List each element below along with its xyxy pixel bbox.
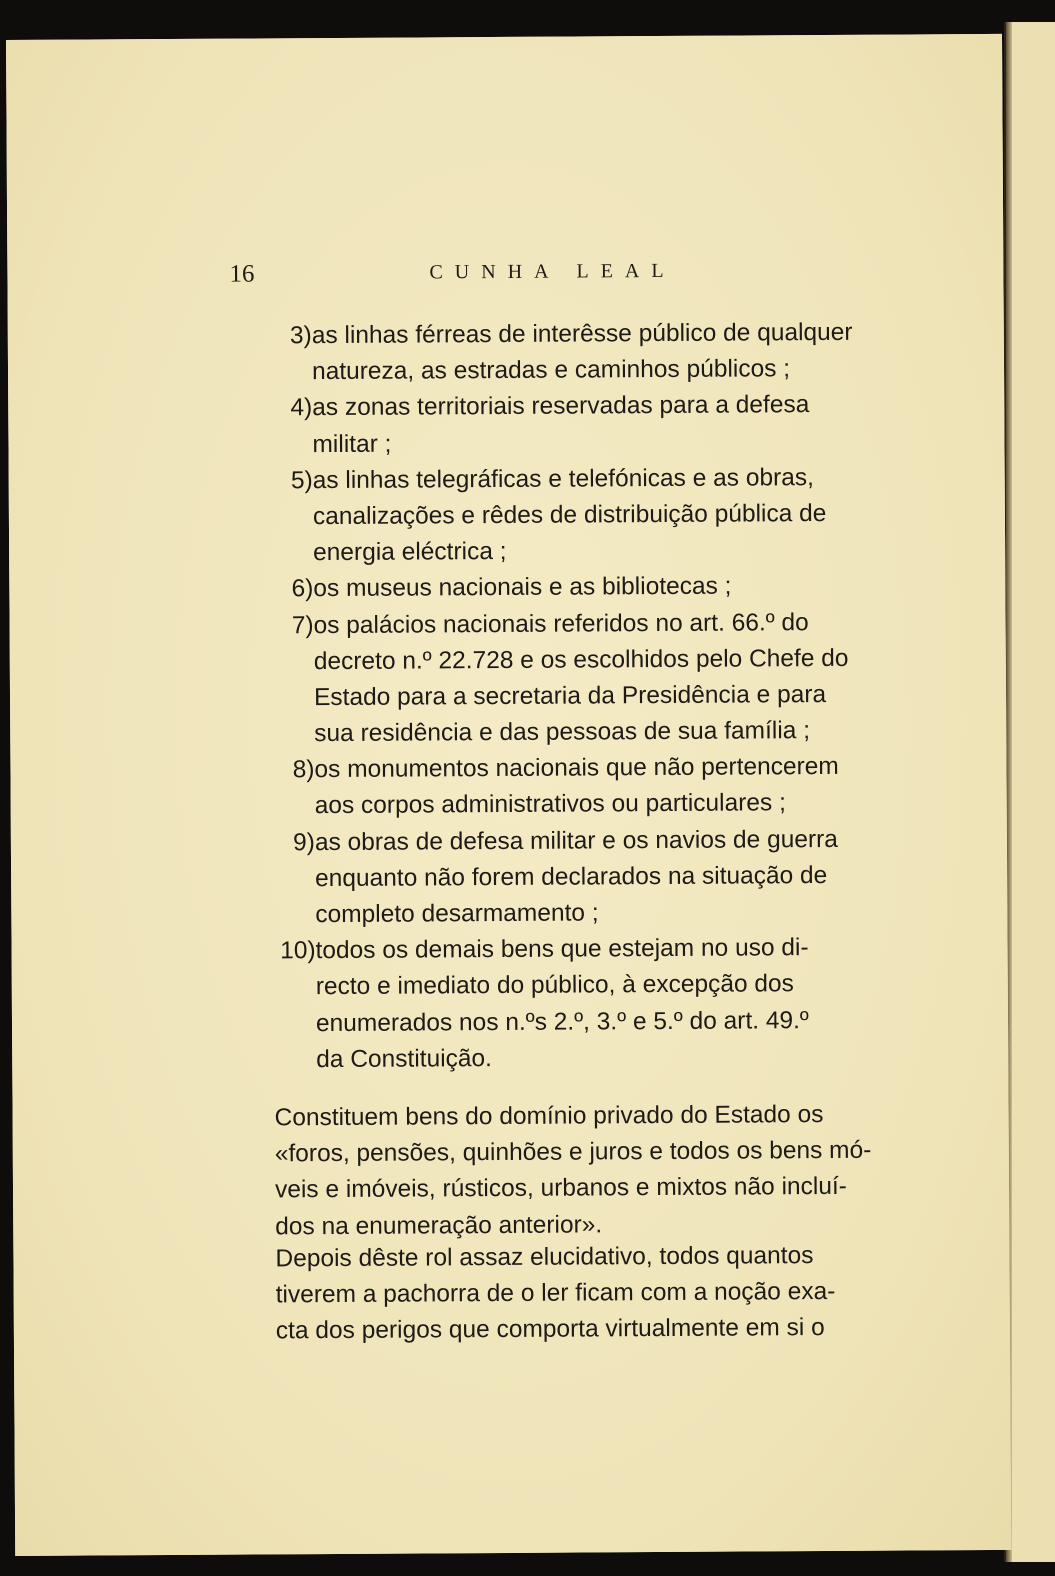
- list-item-number: 7): [291, 611, 314, 639]
- list-item-line: decreto n.º 22.728 e os escolhidos pelo Chefe do: [313, 644, 849, 675]
- list-item-line: enquanto não forem declarados na situação de: [315, 861, 828, 892]
- list-item-line: os palácios nacionais referidos no art. 66.º do: [313, 608, 809, 639]
- body-paragraph: [275, 1238, 906, 1350]
- list-item-number: 4): [290, 394, 313, 422]
- enumerated-list: [248, 314, 913, 1078]
- list-item-line: os museus nacionais e as bibliotecas ;: [313, 572, 732, 603]
- paragraph-line: veis e imóveis, rústicos, urbanos e mixtos não incluí-: [274, 1173, 848, 1204]
- body-paragraph: [274, 1097, 905, 1246]
- paragraph-line: tiverem a pachorra de o ler ficam com a noção exa-: [275, 1278, 836, 1309]
- list-item-number: 10): [280, 937, 316, 965]
- list-item-line: militar ;: [312, 430, 392, 458]
- paragraph-line: Depois dêste rol assaz elucidativo, todos quantos: [275, 1242, 814, 1273]
- page-header: [229, 257, 889, 301]
- list-item-line: as linhas férreas de interêsse público de qualquer: [311, 318, 853, 350]
- adjacent-page-edge: [1004, 22, 1055, 1562]
- list-item-line: as zonas territoriais reservadas para a defesa: [312, 391, 810, 422]
- list-item-line: Estado para a secretaria da Presidência e para: [313, 680, 827, 712]
- paragraph-line: dos na enumeração anterior».: [275, 1210, 603, 1240]
- list-item: [249, 604, 910, 753]
- list-item-line: recto e imediato do público, à excepção dos: [315, 970, 794, 1001]
- paragraph-line: «foros, pensões, quinhões e juros e todos os bens mó-: [274, 1136, 872, 1168]
- list-item-number: 9): [293, 828, 315, 856]
- page-number: 16: [229, 260, 255, 288]
- list-item-line: enumerados nos n.ºs 2.º, 3.º e 5.º do art. 49.º: [315, 1006, 809, 1037]
- list-item-number: 5): [290, 466, 313, 495]
- list-item: [248, 314, 908, 390]
- list-item-line: canalizações e rêdes de distribuição pública de: [312, 499, 827, 531]
- list-item: [249, 568, 909, 608]
- list-item: [251, 821, 912, 934]
- list-item-line: os monumentos nacionais que não pertencerem: [314, 753, 839, 784]
- list-item: [248, 387, 908, 463]
- list-item-line: da Constituição.: [316, 1044, 492, 1073]
- paragraph-line: cta dos perigos que comporta virtualmente em si o: [275, 1314, 825, 1345]
- list-item: [251, 930, 912, 1079]
- list-item-line: as obras de defesa militar e os navios de guerra: [314, 825, 838, 856]
- list-item-line: as linhas telegráficas e telefónicas e as obras,: [312, 463, 814, 494]
- list-item-number: 6): [291, 575, 314, 603]
- list-item-line: sua residência e das pessoas de sua família ;: [314, 717, 811, 748]
- list-item-line: natureza, as estradas e caminhos públicos ;: [311, 355, 791, 386]
- paragraph-line: Constituem bens do domínio privado do Estado os: [274, 1101, 824, 1132]
- list-item-number: 3): [289, 322, 312, 350]
- list-item-line: aos corpos administrativos ou particulares ;: [314, 789, 786, 820]
- book-page: [6, 34, 1011, 1556]
- list-item-line: completo desarmamento ;: [315, 899, 599, 929]
- list-item-line: energia eléctrica ;: [313, 538, 507, 567]
- list-item: [249, 459, 910, 572]
- list-item: [250, 749, 910, 825]
- list-item-number: 8): [292, 756, 315, 784]
- list-item-line: todos os demais bens que estejam no uso di-: [315, 934, 809, 965]
- running-title: CUNHA LEAL: [429, 259, 676, 284]
